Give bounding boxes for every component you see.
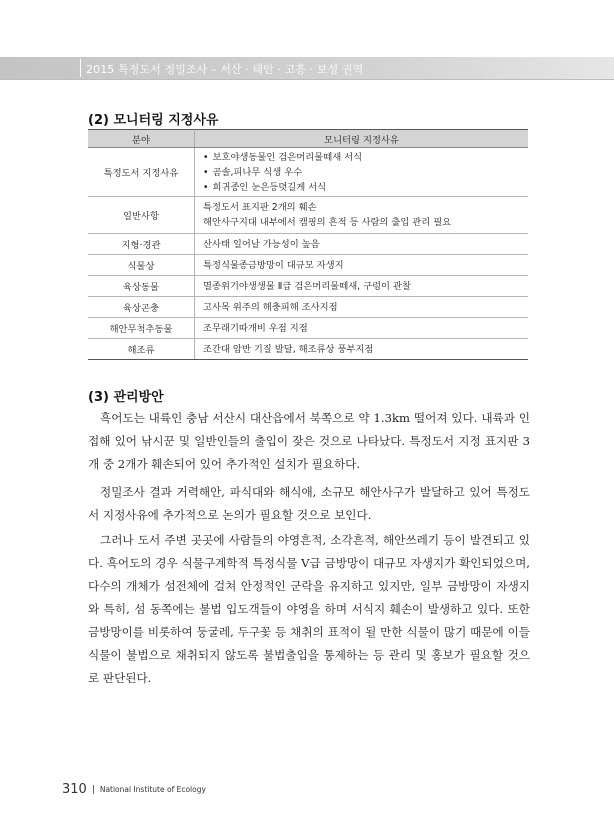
row-reason	[195, 148, 529, 197]
row-reason: 고사목 위주의 해충피해 조사지점	[195, 297, 529, 318]
reason-line: 특정도서 표지판 2개의 훼손	[203, 202, 317, 213]
row-reason: 조무래기따개비 우점 지점	[195, 318, 529, 339]
monitoring-reason-table	[88, 129, 528, 360]
column-header-reason: 모니터링 지정사유	[195, 130, 529, 148]
body-paragraph: 정밀조사 결과 거력해안, 파식대와 해식애, 소규모 해안사구가 발달하고 있어 특정도서 지정사유에 추가적으로 논의가 필요할 것으로 보인다.	[88, 485, 530, 522]
table-row	[88, 234, 528, 255]
row-field: 지형·경관	[88, 234, 195, 255]
header-rule	[0, 79, 614, 80]
row-reason	[195, 197, 529, 234]
table-row	[88, 197, 528, 234]
column-header-field: 분야	[88, 130, 195, 148]
row-field: 일반사항	[88, 197, 195, 234]
table-row	[88, 339, 528, 360]
page-number: 310	[62, 782, 87, 797]
table-row	[88, 276, 528, 297]
row-field: 해안무척추동물	[88, 318, 195, 339]
page-footer	[62, 779, 206, 798]
body-paragraph: 흑어도는 내륙인 충남 서산시 대산읍에서 북쪽으로 약 1.3km 떨어져 있다. 내륙과 인접해 있어 낚시꾼 및 일반인들의 출입이 잦은 것으로 나타났다. 특정도서 지정 표지판 3개 중 2개가 훼손되어 있어 추가적인 설치가 필요하다.	[88, 411, 530, 471]
row-field: 식물상	[88, 255, 195, 276]
reason-bullet: • 곰솔,피나무 식생 우수	[203, 165, 528, 180]
header-divider	[80, 59, 81, 77]
reason-bullet: • 희귀종인 눈은등뎟길게 서식	[203, 180, 528, 195]
reason-bullet: • 보호야생동물인 검은머리물떼새 서식	[203, 150, 528, 165]
table-header-row	[88, 130, 528, 148]
row-reason: 멸종위기야생생물 Ⅱ급 검은머리물떼새, 구렁이 관찰	[195, 276, 529, 297]
row-reason: 조간대 암반 기질 발달, 해조류상 풍부지점	[195, 339, 529, 360]
section-heading-management: (3) 관리방안	[88, 390, 164, 405]
reason-line: 해안사구지대 내부에서 캠핑의 흔적 등 사람의 출입 관리 필요	[203, 217, 452, 228]
row-reason: 산사태 일어날 가능성이 높음	[195, 234, 529, 255]
row-field: 특정도서 지정사유	[88, 148, 195, 197]
row-field: 육상곤충	[88, 297, 195, 318]
table-row	[88, 297, 528, 318]
table-row	[88, 148, 528, 197]
row-reason: 특정식물종금방망이 대규모 자생지	[195, 255, 529, 276]
section-heading-monitoring: (2) 모니터링 지정사유	[88, 113, 219, 128]
table-row	[88, 255, 528, 276]
table-row	[88, 318, 528, 339]
footer-separator	[93, 785, 94, 794]
footer-organization: National Institute of Ecology	[99, 785, 206, 794]
row-field: 해조류	[88, 339, 195, 360]
running-header-title: 2015 특정도서 정밀조사 – 서산 · 태안 · 고흥 · 보성 권역	[86, 63, 364, 76]
body-paragraph: 그러나 도서 주변 곳곳에 사람들의 야영흔적, 소각흔적, 해안쓰레기 등이 발견되고 있다. 흑어도의 경우 식물구계학적 특정식물 V급 금방망이 대규모 자생지가 확인되었으며, 다수의 개체가 섬전체에 걸쳐 안정적인 군락을 유지하고 있지만, 일부 금방망이 자생지와 특히, 섬 동쪽에는 불법 입도객들이 야영을 하며 서식지 훼손이 발생하고 있다. 또한 금방망이를 비롯하여 둥굴레, 두구꽃 등 채취의 표적이 될 만한 식물이 많기 때문에 이들 식물이 불법으로 채취되지 않도록 불법출입을 통제하는 등 관리 및 홍보가 필요할 것으로 판단된다.	[88, 533, 530, 685]
row-field: 육상동물	[88, 276, 195, 297]
